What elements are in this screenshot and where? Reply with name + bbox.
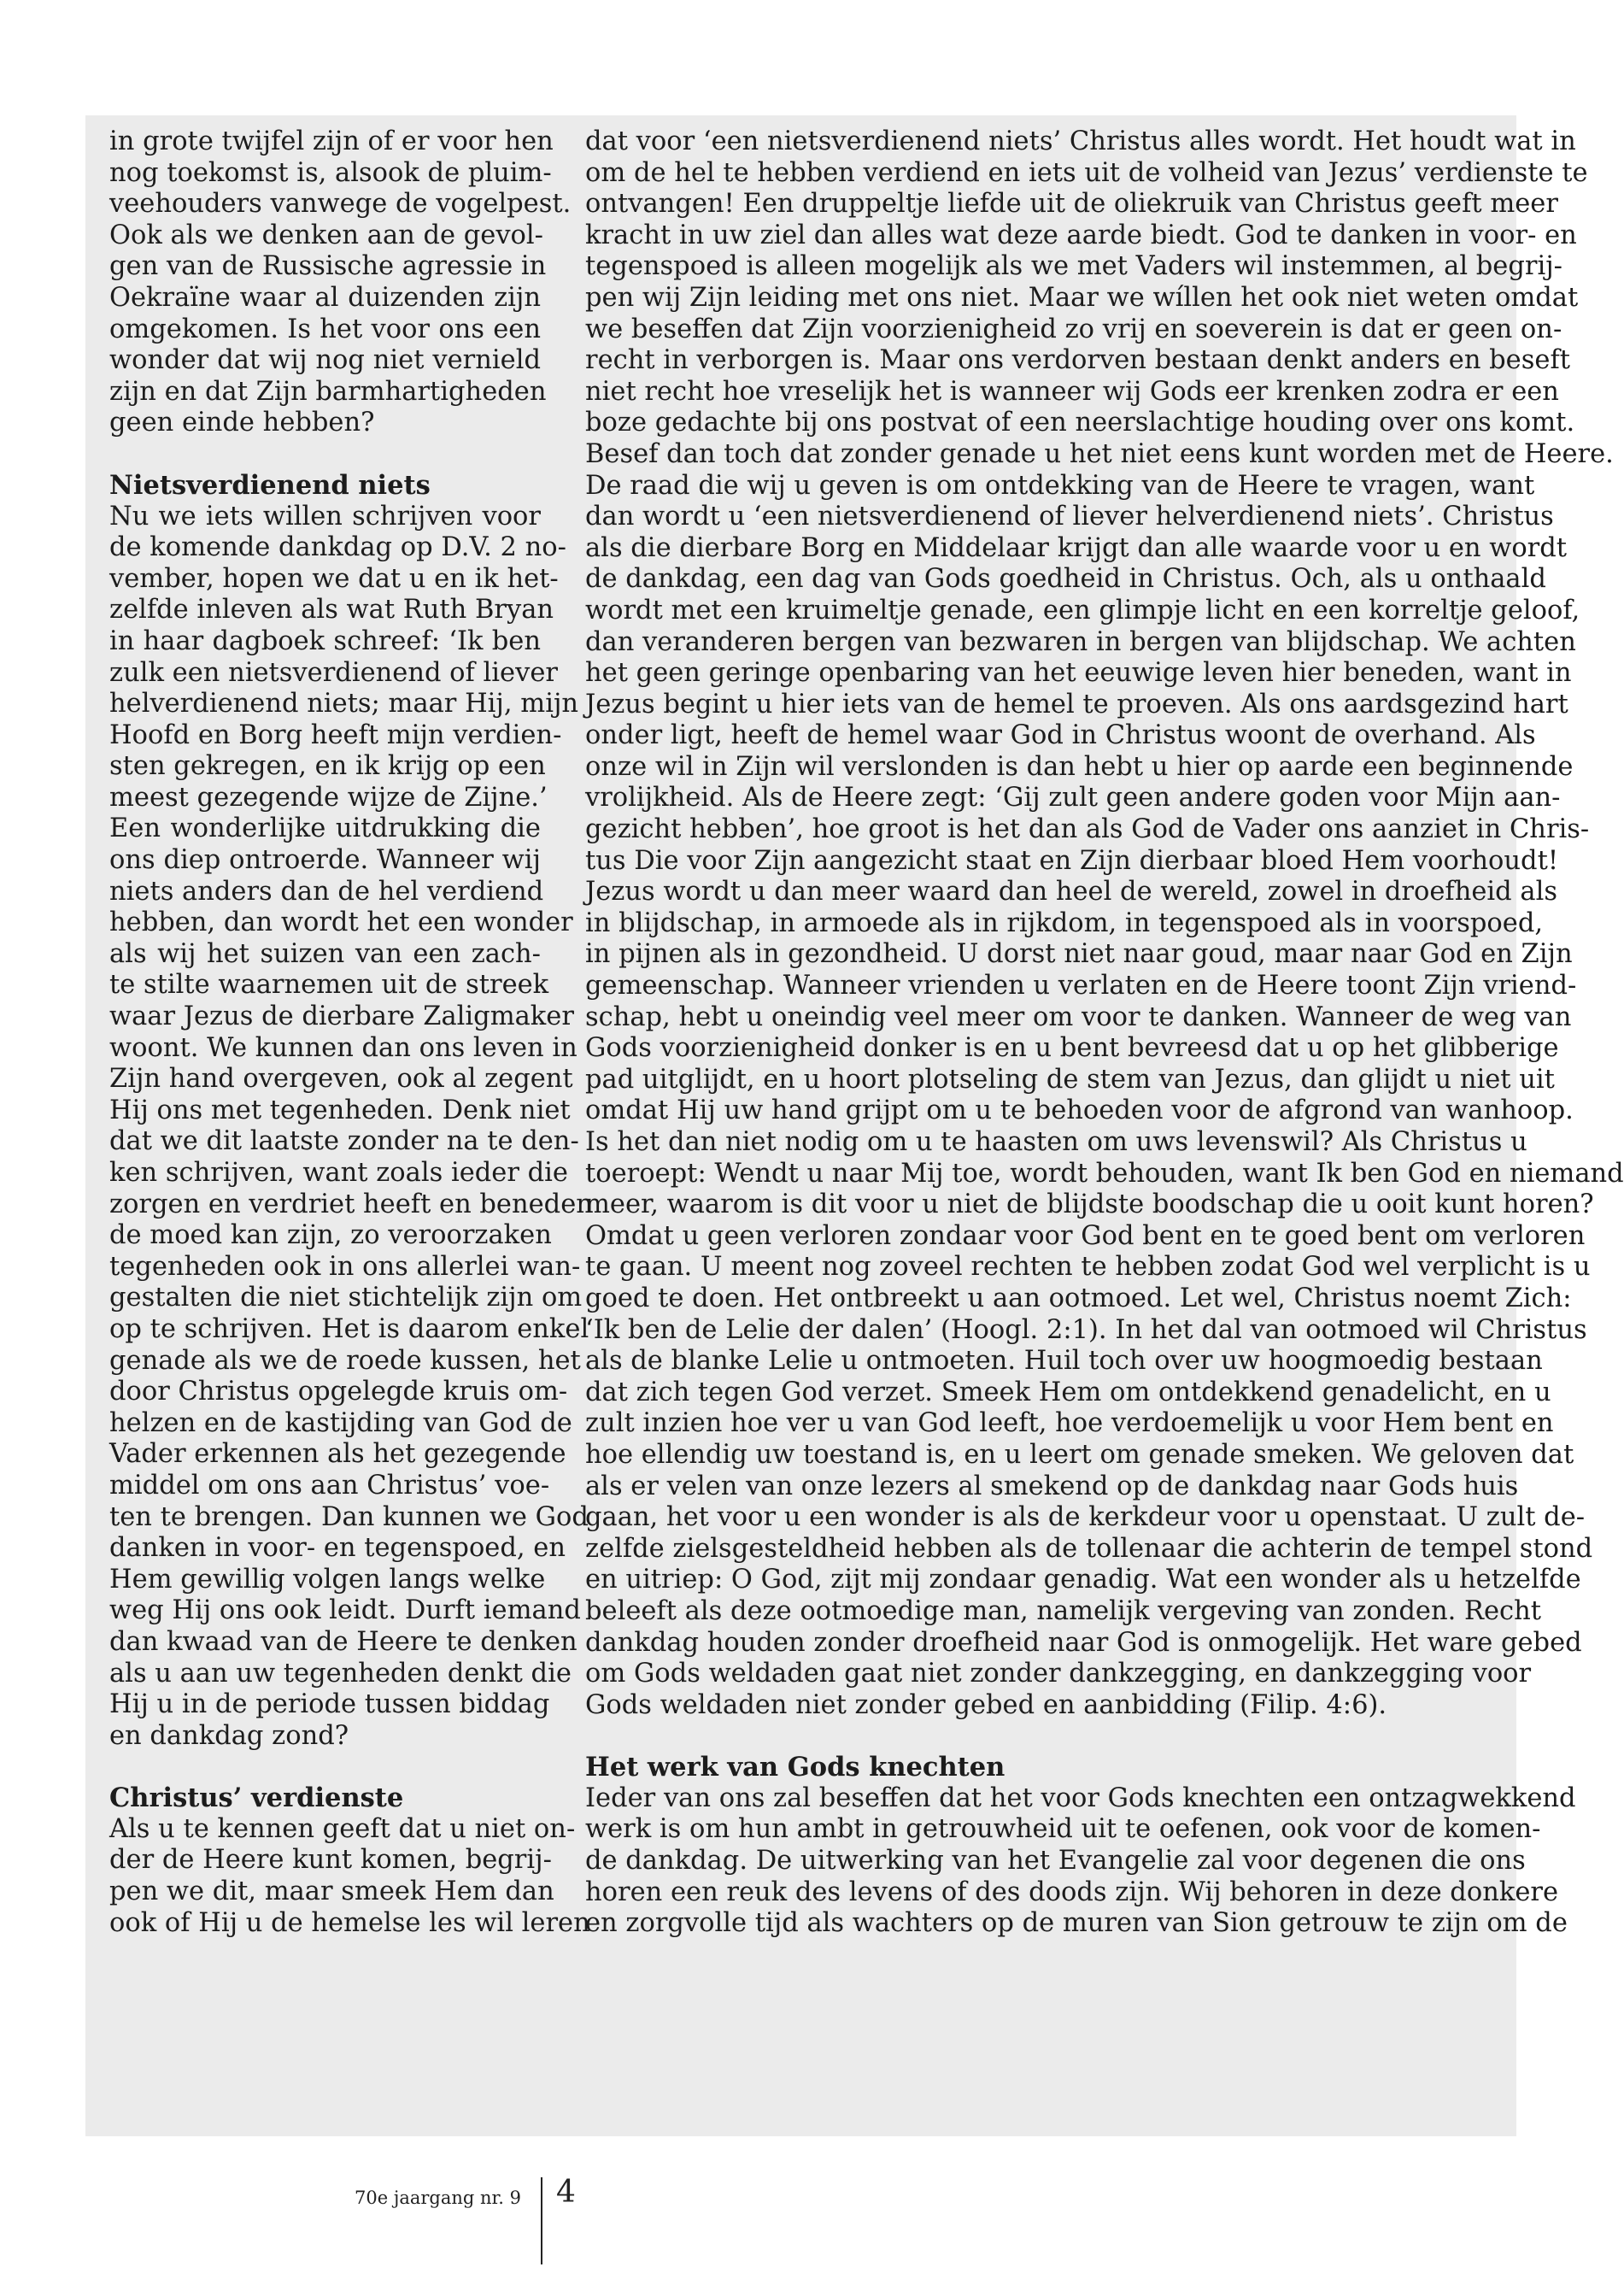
text-line: in pijnen als in gezondheid. U dorst niet naar goud, maar naar God en Zijn: [585, 939, 1573, 970]
heading-werk-van-gods-knechten: Het werk van Gods knechten: [585, 1752, 1005, 1783]
text-line: als wij het suizen van een zach-: [109, 938, 541, 969]
left-paragraph-1: [109, 126, 572, 439]
text-line: Zijn hand overgeven, ook al zegent: [109, 1064, 573, 1095]
right-column: [585, 126, 1624, 2126]
text-line: en zorgvolle tijd als wachters op de muren van Sion getrouw te zijn om de: [585, 1908, 1568, 1939]
text-line: genade als we de roede kussen, het: [109, 1345, 581, 1376]
text-line: der de Heere kunt komen, begrij-: [109, 1845, 552, 1876]
text-line: Oekraïne waar al duizenden zijn: [109, 282, 541, 313]
text-line: in grote twijfel zijn of er voor hen: [109, 126, 554, 156]
text-line: horen een reuk des levens of des doods zijn. Wij behoren in deze donkere: [585, 1877, 1558, 1907]
text-line: Jezus wordt u dan meer waard dan heel de wereld, zowel in droefheid als: [585, 877, 1557, 907]
text-line: niets anders dan de hel verdiend: [109, 876, 544, 907]
text-line: hebben, dan wordt het een wonder: [109, 907, 573, 938]
text-line: in blijdschap, in armoede als in rijkdom, in tegenspoed als in voorspoed,: [585, 907, 1544, 938]
text-line: meer, waarom is dit voor u niet de blijdste boodschap die u ooit kunt horen?: [585, 1189, 1594, 1220]
right-paragraph-1: [585, 126, 1624, 1721]
text-line: hoe ellendig uw toestand is, en u leert om genade smeken. We geloven dat: [585, 1439, 1574, 1470]
text-line: danken in voor- en tegenspoed, en: [109, 1533, 566, 1564]
text-line: goed te doen. Het ontbreekt u aan ootmoed. Let wel, Christus noemt Zich:: [585, 1283, 1572, 1313]
text-line: Ook als we denken aan de gevol-: [109, 220, 543, 250]
text-line: te stilte waarnemen uit de streek: [109, 970, 549, 1001]
text-line: Vader erkennen als het gezegende: [109, 1439, 566, 1470]
text-line: op te schrijven. Het is daarom enkel: [109, 1313, 589, 1344]
text-line: dankdag houden zonder droefheid naar God is onmogelijk. Het ware gebed: [585, 1627, 1582, 1658]
text-line: als de blanke Lelie u ontmoeten. Huil toch over uw hoogmoedig bestaan: [585, 1346, 1543, 1377]
text-line: Nu we iets willen schrijven voor: [109, 501, 541, 532]
text-line: zult inzien hoe ver u van God leeft, hoe verdoemelijk u voor Hem bent en: [585, 1408, 1554, 1439]
text-line: de moed kan zijn, zo veroorzaken: [109, 1220, 552, 1251]
text-line: tegenspoed is alleen mogelijk als we met Vaders wil instemmen, al begrij-: [585, 251, 1562, 282]
text-line: als die dierbare Borg en Middelaar krijgt dan alle waarde voor u en wordt: [585, 532, 1568, 563]
text-line: wonder dat wij nog niet vernield: [109, 345, 541, 376]
text-line: het geen geringe openbaring van het eeuwige leven hier beneden, want in: [585, 658, 1572, 689]
text-line: Gods weldaden niet zonder gebed en aanbidding (Filip. 4:6).: [585, 1689, 1387, 1720]
text-line: veehouders vanwege de vogelpest.: [109, 189, 572, 220]
text-line: Besef dan toch dat zonder genade u het niet eens kunt worden met de Heere.: [585, 438, 1614, 469]
text-line: pen we dit, maar smeek Hem dan: [109, 1877, 554, 1907]
text-line: en uitriep: O God, zijt mij zondaar genadig. Wat een wonder als u hetzelfde: [585, 1565, 1581, 1595]
text-line: recht in verborgen is. Maar ons verdorven bestaan denkt anders en beseft: [585, 345, 1570, 376]
text-line: ‘Ik ben de Lelie der dalen’ (Hoogl. 2:1). In het dal van ootmoed wil Christus: [585, 1314, 1587, 1345]
text-line: helverdienend niets; maar Hij, mijn: [109, 689, 579, 719]
text-line: omdat Hij uw hand grijpt om u te behoeden voor de afgrond van wanhoop.: [585, 1095, 1574, 1126]
text-line: zelfde zielsgesteldheid hebben als de tollenaar die achterin de tempel stond: [585, 1533, 1593, 1564]
text-line: waar Jezus de dierbare Zaligmaker: [109, 1001, 574, 1032]
text-line: dat zich tegen God verzet. Smeek Hem om ontdekkend genadelicht, en u: [585, 1377, 1551, 1407]
text-line: Hij u in de periode tussen biddag: [109, 1689, 550, 1720]
heading-nietsverdienend-niets: Nietsverdienend niets: [109, 469, 431, 501]
text-line: niet recht hoe vreselijk het is wanneer wij Gods eer krenken zodra er een: [585, 376, 1559, 407]
text-line: nog toekomst is, alsook de pluim-: [109, 157, 552, 188]
text-line: Hoofd en Borg heeft mijn verdien-: [109, 719, 562, 750]
text-line: woont. We kunnen dan ons leven in: [109, 1032, 577, 1063]
text-line: door Christus opgelegde kruis om-: [109, 1377, 568, 1407]
text-line: Ieder van ons zal beseffen dat het voor Gods knechten een ontzagwekkend: [585, 1783, 1576, 1813]
text-line: gemeenschap. Wanneer vrienden u verlaten en de Heere toont Zijn vriend-: [585, 971, 1577, 1001]
text-line: weg Hij ons ook leidt. Durft iemand: [109, 1595, 581, 1626]
text-line: vember, hopen we dat u en ik het-: [109, 563, 559, 594]
heading-christus-verdienste: Christus’ verdienste: [109, 1783, 404, 1814]
text-line: gen van de Russische agressie in: [109, 251, 547, 282]
issue-label: 70e jaargang nr. 9: [355, 2188, 521, 2208]
text-line: gestalten die niet stichtelijk zijn om: [109, 1283, 583, 1313]
text-line: Is het dan niet nodig om u te haasten om uws levenswil? Als Christus u: [585, 1127, 1527, 1157]
text-line: Jezus begint u hier iets van de hemel te proeven. Als ons aardsgezind hart: [585, 689, 1568, 719]
text-line: ten te brengen. Dan kunnen we God: [109, 1501, 589, 1532]
text-line: beleeft als deze ootmoedige man, namelijk vergeving van zonden. Recht: [585, 1595, 1541, 1626]
text-line: als u aan uw tegenheden denkt die: [109, 1658, 572, 1689]
page-number: 4: [556, 2175, 576, 2210]
text-line: toeroept: Wendt u naar Mij toe, wordt behouden, want Ik ben God en niemand: [585, 1158, 1624, 1189]
text-line: pen wij Zijn leiding met ons niet. Maar we wíllen het ook niet weten omdat: [585, 282, 1579, 313]
left-column: [109, 126, 593, 2126]
text-line: zorgen en verdriet heeft en beneden: [109, 1189, 593, 1219]
text-line: ken schrijven, want zoals ieder die: [109, 1158, 568, 1188]
left-paragraph-2: [109, 501, 593, 1753]
text-line: om Gods weldaden gaat niet zonder dankzegging, en dankzegging voor: [585, 1659, 1532, 1689]
text-line: middel om ons aan Christus’ voe-: [109, 1470, 550, 1501]
text-line: pad uitglijdt, en u hoort plotseling de stem van Jezus, dan glijdt u niet uit: [585, 1064, 1555, 1095]
text-line: kracht in uw ziel dan alles wat deze aarde biedt. God te danken in voor- en: [585, 220, 1577, 250]
text-line: de dankdag. De uitwerking van het Evangelie zal voor degenen die ons: [585, 1846, 1526, 1877]
text-line: wordt met een kruimeltje genade, een glimpje licht en een korreltje geloof,: [585, 595, 1580, 626]
text-line: dat we dit laatste zonder na te den-: [109, 1126, 579, 1157]
text-line: we beseffen dat Zijn voorzienigheid zo vrij en soeverein is dat er geen on-: [585, 314, 1562, 344]
text-line: Als u te kennen geeft dat u niet on-: [109, 1813, 576, 1844]
text-line: boze gedachte bij ons postvat of een neerslachtige houding over ons komt.: [585, 408, 1575, 438]
text-line: schap, hebt u oneindig veel meer om voor te danken. Wanneer de weg van: [585, 1001, 1572, 1032]
right-paragraph-2: [585, 1783, 1576, 1940]
text-line: dan wordt u ‘een nietsverdienend of liever helverdienend niets’. Christus: [585, 502, 1554, 532]
text-line: onder ligt, heeft de hemel waar God in Christus woont de overhand. Als: [585, 720, 1536, 751]
text-line: en dankdag zond?: [109, 1720, 349, 1751]
text-line: als er velen van onze lezers al smekend op de dankdag naar Gods huis: [585, 1471, 1519, 1501]
text-line: Hij ons met tegenheden. Denk niet: [109, 1095, 571, 1125]
text-line: zelfde inleven als wat Ruth Bryan: [109, 595, 554, 626]
text-line: zijn en dat Zijn barmhartigheden: [109, 376, 547, 407]
text-line: meest gezegende wijze de Zijne.’: [109, 782, 548, 813]
footer-divider: [541, 2177, 542, 2264]
text-line: sten gekregen, en ik krijg op een: [109, 751, 546, 782]
text-line: in haar dagboek schreef: ‘Ik ben: [109, 626, 541, 656]
text-line: de dankdag, een dag van Gods goedheid in Christus. Och, als u onthaald: [585, 564, 1546, 595]
text-line: dan kwaad van de Heere te denken: [109, 1626, 577, 1657]
text-line: Omdat u geen verloren zondaar voor God bent en te goed bent om verloren: [585, 1220, 1586, 1251]
text-line: helzen en de kastijding van God de: [109, 1407, 572, 1438]
text-line: vrolijkheid. Als de Heere zegt: ‘Gij zult geen andere goden voor Mijn aan-: [585, 783, 1561, 813]
left-paragraph-3: [109, 1813, 590, 1939]
text-line: geen einde hebben?: [109, 408, 375, 438]
text-line: Een wonderlijke uitdrukking die: [109, 813, 541, 844]
text-line: om de hel te hebben verdiend en iets uit de volheid van Jezus’ verdienste te: [585, 157, 1588, 188]
text-line: gaan, het voor u een wonder is als de kerkdeur voor u openstaat. U zult de-: [585, 1502, 1586, 1533]
text-line: dat voor ‘een nietsverdienend niets’ Christus alles wordt. Het houdt wat in: [585, 126, 1576, 156]
text-line: te gaan. U meent nog zoveel rechten te hebben zodat God wel verplicht is u: [585, 1252, 1591, 1283]
text-line: de komende dankdag op D.V. 2 no-: [109, 532, 566, 563]
text-line: zulk een nietsverdienend of liever: [109, 657, 558, 688]
text-line: ons diep ontroerde. Wanneer wij: [109, 845, 541, 876]
text-line: tus Die voor Zijn aangezicht staat en Zijn dierbaar bloed Hem voorhoudt!: [585, 845, 1559, 876]
text-line: werk is om hun ambt in getrouwheid uit te oefenen, ook voor de komen-: [585, 1814, 1541, 1845]
text-line: gezicht hebben’, hoe groot is het dan als God de Vader ons aanziet in Chris-: [585, 814, 1590, 845]
text-line: Gods voorzienigheid donker is en u bent bevreesd dat u op het glibberige: [585, 1033, 1559, 1064]
text-line: ook of Hij u de hemelse les wil leren: [109, 1907, 590, 1938]
text-line: Hem gewillig volgen langs welke: [109, 1564, 546, 1595]
text-line: omgekomen. Is het voor ons een: [109, 314, 541, 344]
text-line: ontvangen! Een druppeltje liefde uit de oliekruik van Christus geeft meer: [585, 189, 1558, 220]
text-line: dan veranderen bergen van bezwaren in bergen van blijdschap. We achten: [585, 626, 1576, 657]
text-line: onze wil in Zijn wil verslonden is dan hebt u hier op aarde een beginnende: [585, 751, 1574, 782]
text-line: tegenheden ook in ons allerlei wan-: [109, 1251, 581, 1282]
text-line: De raad die wij u geven is om ontdekking van de Heere te vragen, want: [585, 470, 1535, 501]
